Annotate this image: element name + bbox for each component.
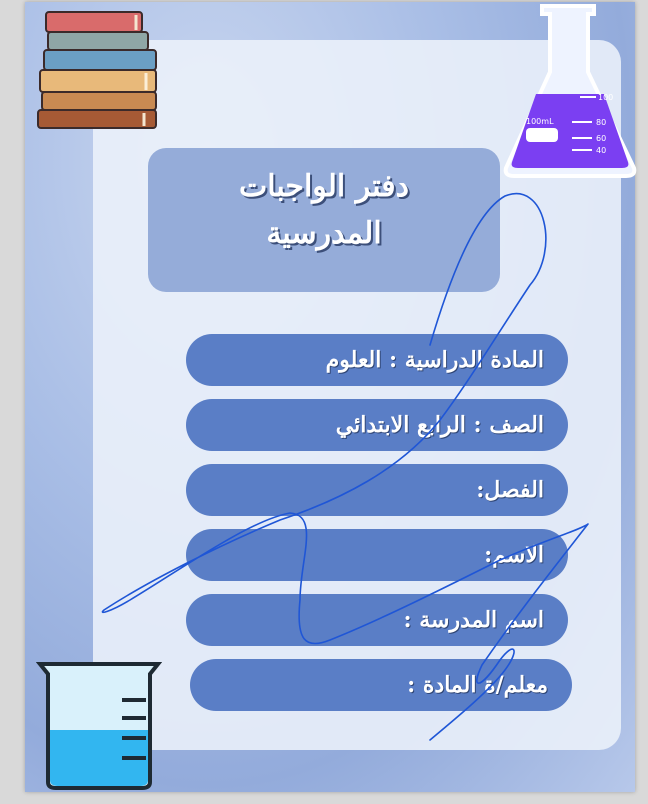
field-name: الاسم: <box>186 529 568 581</box>
field-grade: الصف : الرابع الابتدائي <box>186 399 568 451</box>
field-class: الفصل: <box>186 464 568 516</box>
flask-mark-80: 80 <box>596 118 607 127</box>
field-school-name: اسم المدرسة : <box>186 594 568 646</box>
flask-volume-label: 100mL <box>526 117 554 126</box>
flask-icon <box>500 2 640 182</box>
field-subject: المادة الدراسية : العلوم <box>186 334 568 386</box>
field-teacher: معلم/ة المادة : <box>190 659 572 711</box>
flask-mark-40: 40 <box>596 146 607 155</box>
flask-mark-60: 60 <box>596 134 607 143</box>
title-line-2: المدرسية <box>266 215 382 251</box>
beaker-icon <box>36 660 162 792</box>
title-line-1: دفتر الواجبات <box>238 169 410 204</box>
flask-mark-100: 100 <box>598 93 614 102</box>
notebook-title <box>148 148 500 292</box>
books-stack-icon <box>36 10 166 130</box>
